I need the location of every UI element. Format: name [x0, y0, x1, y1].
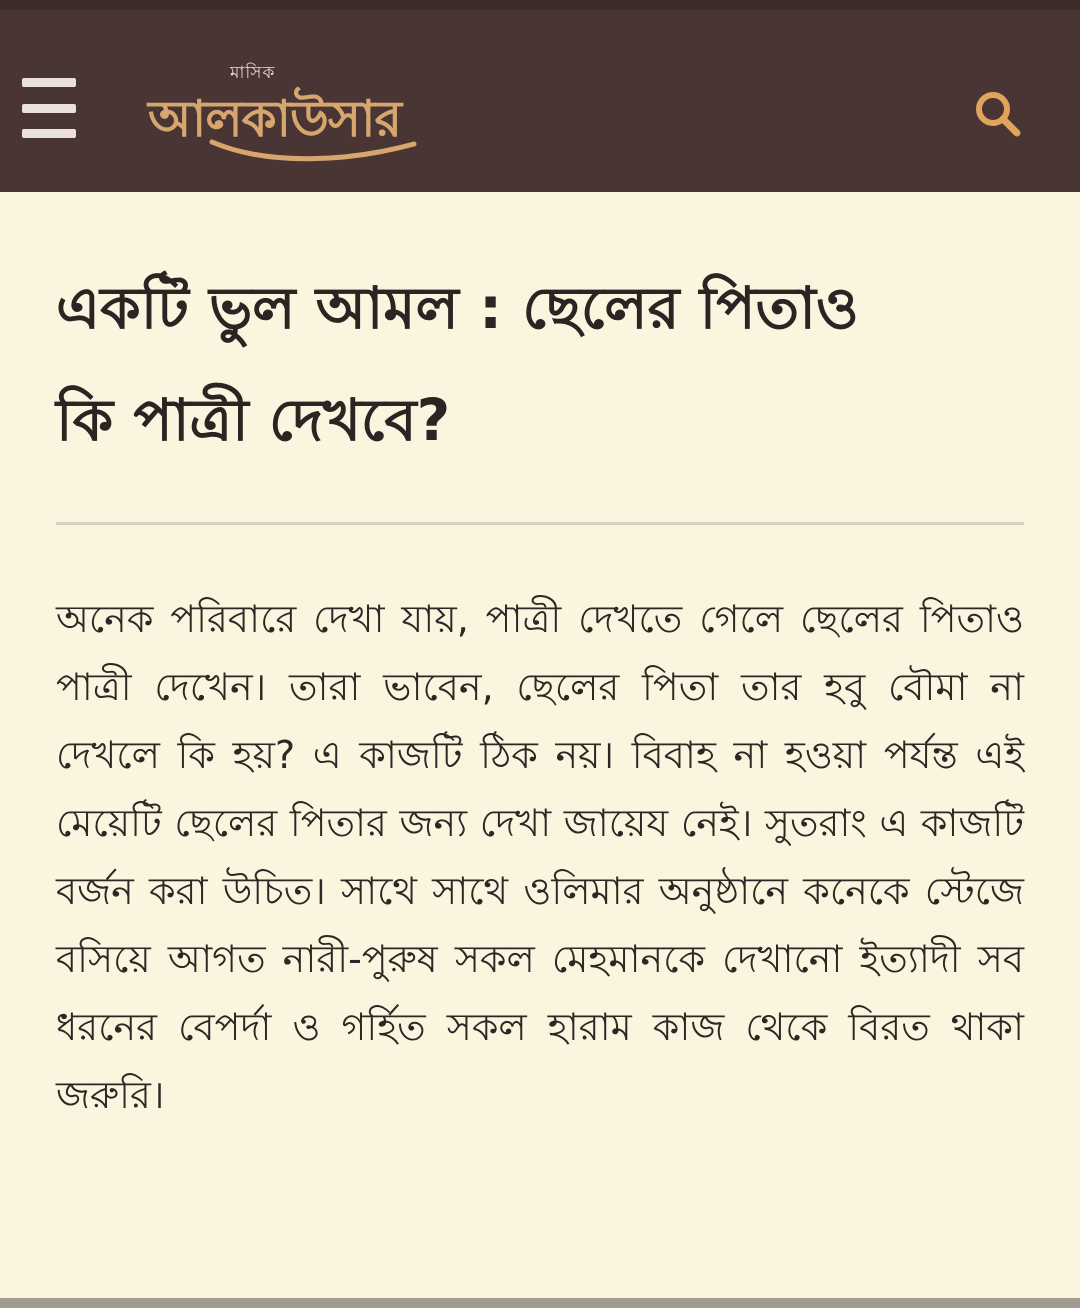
bottom-edge — [0, 1298, 1080, 1308]
article-title: একটি ভুল আমল : ছেলের পিতাও কি পাত্রী দেখবে? — [56, 274, 859, 454]
logo-main-text: আলকাউসার — [148, 90, 402, 148]
search-icon — [970, 86, 1026, 142]
article — [56, 192, 1024, 1129]
title-divider — [56, 522, 1024, 525]
logo-small-text: মাসিক — [230, 63, 276, 83]
site-logo[interactable] — [148, 58, 418, 168]
menu-bar — [22, 78, 76, 87]
hamburger-menu-icon[interactable] — [22, 78, 80, 138]
app-header — [0, 0, 1080, 192]
logo-swoosh-icon — [208, 136, 418, 164]
menu-bar — [22, 129, 76, 138]
menu-bar — [22, 104, 76, 113]
article-body: অনেক পরিবারে দেখা যায়, পাত্রী দেখতে গেলে ছেলের পিতাও পাত্রী দেখেন। তারা ভাবেন, ছেলের পিতা তার হবু বৌমা না দেখলে কি হয়? এ কাজটি ঠিক নয়। বিবাহ না হওয়া পর্যন্ত এই মেয়েটি ছেলের পিতার জন্য দেখা জায়েয নেই। সুতরাং এ কাজটি বর্জন করা উচিত। সাথে সাথে ওলিমার অনুষ্ঠানে কনেকে স্টেজে বসিয়ে আগত নারী-পুরুষ সকল মেহমানকে দেখানো ইত্যাদী সব ধরনের বেপর্দা ও গর্হিত সকল হারাম কাজ থেকে বিরত থাকা জরুরি। — [56, 597, 1024, 1117]
search-button[interactable] — [970, 86, 1026, 142]
